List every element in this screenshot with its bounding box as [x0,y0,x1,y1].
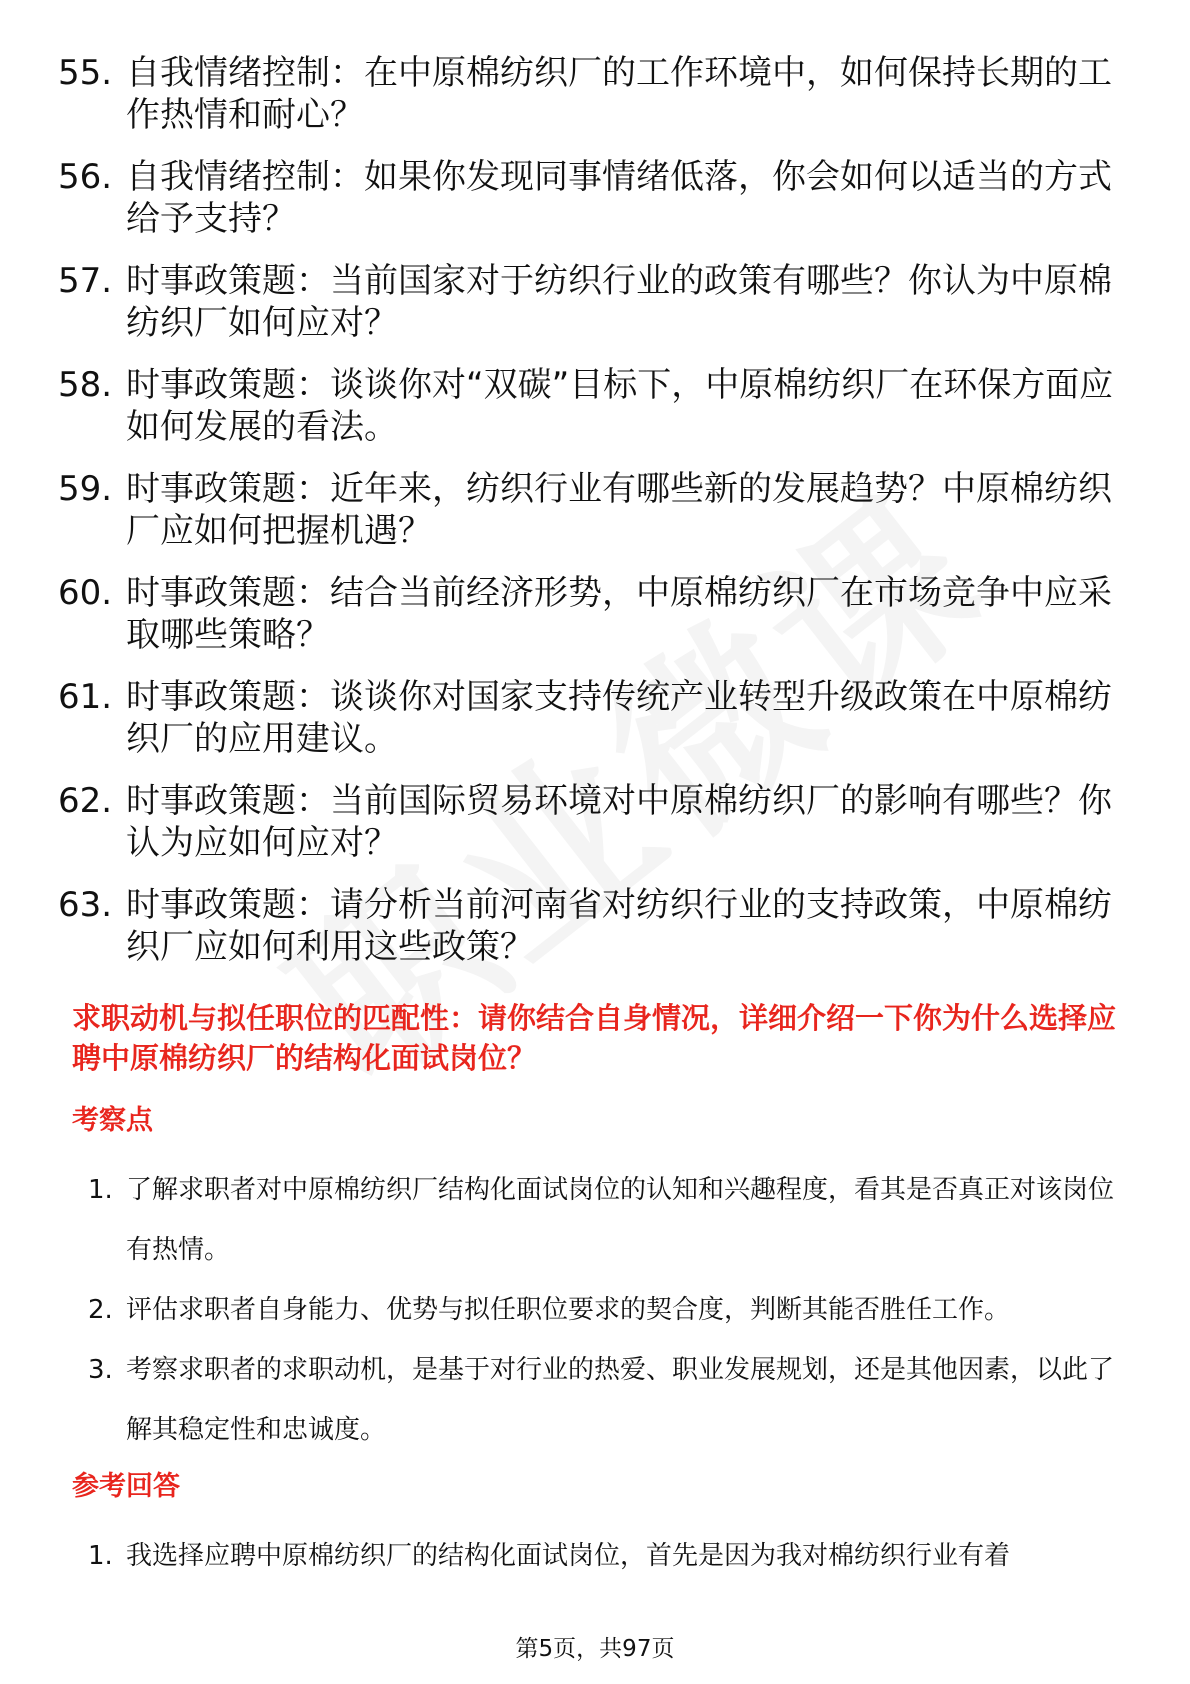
list-text: 我选择应聘中原棉纺织厂的结构化面试岗位，首先是因为我对棉纺织行业有着 [126,1541,1011,1571]
question-number: 59. [58,469,113,509]
question-item [58,676,1128,760]
question-item [58,572,1128,656]
question-text: 时事政策题：谈谈你对国家支持传统产业转型升级政策在中原棉纺织厂的应用建议。 [126,677,1112,759]
question-text: 自我情绪控制：如果你发现同事情绪低落，你会如何以适当的方式给予支持？ [126,157,1112,239]
question-text: 时事政策题：当前国家对于纺织行业的政策有哪些？你认为中原棉纺织厂如何应对？ [126,261,1112,343]
question-text: 时事政策题：请分析当前河南省对纺织行业的支持政策，中原棉纺织厂应如何利用这些政策？ [126,885,1112,967]
question-number: 60. [58,573,113,613]
list-text: 了解求职者对中原棉纺织厂结构化面试岗位的认知和兴趣程度，看其是否真正对该岗位有热情。 [126,1175,1115,1265]
list-number: 3. [88,1355,113,1385]
list-item [88,1280,1118,1340]
page-footer: 第5页，共97页 [515,1636,675,1662]
assessment-list [88,1160,1118,1460]
question-text: 时事政策题：当前国际贸易环境对中原棉纺织厂的影响有哪些？你认为应如何应对？ [126,781,1112,863]
list-item [88,1340,1118,1460]
question-item [58,260,1128,344]
list-text: 评估求职者自身能力、优势与拟任职位要求的契合度，判断其能否胜任工作。 [126,1295,1011,1325]
question-item [58,780,1128,864]
question-item [58,884,1128,968]
list-item [88,1160,1118,1280]
list-text: 考察求职者的求职动机，是基于对行业的热爱、职业发展规划，还是其他因素，以此了解其稳定性和忠诚度。 [126,1355,1115,1445]
question-number: 56. [58,157,113,197]
question-number: 63. [58,885,113,925]
question-text: 时事政策题：结合当前经济形势，中原棉纺织厂在市场竞争中应采取哪些策略？ [126,573,1112,655]
question-text: 时事政策题：近年来，纺织行业有哪些新的发展趋势？中原棉纺织厂应如何把握机遇？ [126,469,1112,551]
list-item [88,1526,1118,1586]
question-number: 62. [58,781,113,821]
question-text: 自我情绪控制：在中原棉纺织厂的工作环境中，如何保持长期的工作热情和耐心？ [126,53,1112,135]
answer-title: 参考回答 [72,1471,180,1502]
question-item [58,468,1128,552]
assessment-title: 考察点 [72,1105,153,1136]
section-heading: 求职动机与拟任职位的匹配性：请你结合自身情况，详细介绍一下你为什么选择应聘中原棉纺织厂的结构化面试岗位？ [72,1001,1117,1075]
question-number: 55. [58,53,113,93]
answer-list [88,1526,1118,1586]
question-list [58,52,1128,988]
list-number: 1. [88,1541,113,1571]
list-number: 2. [88,1295,113,1325]
question-item [58,364,1128,448]
question-item [58,52,1128,136]
question-text: 时事政策题：谈谈你对“双碳”目标下，中原棉纺织厂在环保方面应如何发展的看法。 [126,365,1114,447]
question-number: 57. [58,261,113,301]
list-number: 1. [88,1175,113,1205]
question-number: 61. [58,677,113,717]
question-item [58,156,1128,240]
question-number: 58. [58,365,113,405]
